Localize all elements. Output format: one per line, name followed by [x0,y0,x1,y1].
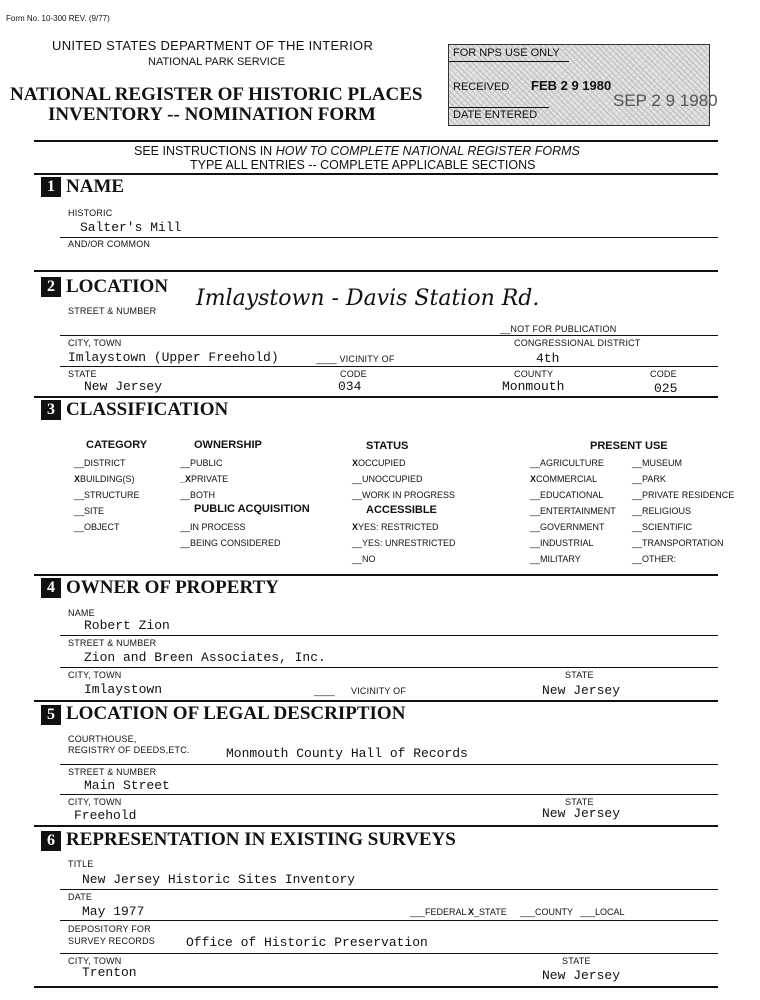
section-number-3: 3 [41,400,61,420]
use-religious-checkbox[interactable]: __RELIGIOUS [632,506,692,516]
owner-name-label: NAME [68,608,95,618]
use-industrial-checkbox[interactable]: __INDUSTRIAL [530,538,594,548]
use-educational-checkbox[interactable]: __EDUCATIONAL [530,490,604,500]
section-number-1: 1 [41,177,61,197]
owner-vicinity-checkbox[interactable]: ____ VICINITY OF [314,686,407,696]
nps-box-label: FOR NPS USE ONLY [453,47,560,59]
legal-state-label: STATE [565,797,594,807]
county-field[interactable]: Monmouth [502,379,565,394]
state-code-field[interactable]: 034 [338,379,362,394]
date-entered-stamp: SEP 2 9 1980 [613,91,718,110]
legal-street-field[interactable]: Main Street [84,778,170,793]
common-name-label: AND/OR COMMON [68,239,151,249]
city-town-label: CITY, TOWN [68,338,122,348]
status-heading: STATUS [366,440,409,452]
state-label: STATE [68,369,97,379]
owner-state-field[interactable]: New Jersey [542,683,621,698]
nps-use-box [448,44,718,126]
category-structure-checkbox[interactable]: __STRUCTURE [74,490,140,500]
level-county-checkbox[interactable]: ___COUNTY [520,907,574,917]
street-number-field[interactable]: Imlaystown - Davis Station Rd. [196,286,540,311]
accessible-unrestricted-checkbox[interactable]: __YES: UNRESTRICTED [352,538,456,548]
present-use-heading: PRESENT USE [590,440,668,452]
section-number-6: 6 [41,831,61,851]
status-occupied-checkbox[interactable]: XOCCUPIED [352,458,406,468]
courthouse-label-line2: REGISTRY OF DEEDS,ETC. [68,745,190,755]
ownership-public-checkbox[interactable]: __PUBLIC [180,458,223,468]
department: UNITED STATES DEPARTMENT OF THE INTERIOR [52,38,374,53]
county-code-label: CODE [650,369,677,379]
form-title-line2: INVENTORY -- NOMINATION FORM [48,104,376,125]
instructions-line1: SEE INSTRUCTIONS IN HOW TO COMPLETE NATIONAL REGISTER FORMS [134,144,580,158]
form-number: Form No. 10-300 REV. (9/77) [6,14,110,23]
section-title-location: LOCATION [66,276,169,297]
survey-title-field[interactable]: New Jersey Historic Sites Inventory [82,872,356,887]
legal-city-field[interactable]: Freehold [74,808,137,823]
legal-street-label: STREET & NUMBER [68,767,157,777]
category-heading: CATEGORY [86,439,148,451]
owner-name-field[interactable]: Robert Zion [84,618,170,633]
received-stamp: FEB 2 9 1980 [531,78,612,93]
historic-name-field[interactable]: Salter's Mill [80,220,182,235]
use-park-checkbox[interactable]: __PARK [632,474,666,484]
congressional-district-field[interactable]: 4th [536,351,560,366]
use-military-checkbox[interactable]: __MILITARY [530,554,581,564]
category-district-checkbox[interactable]: __DISTRICT [74,458,126,468]
county-label: COUNTY [514,369,554,379]
status-unoccupied-checkbox[interactable]: __UNOCCUPIED [352,474,423,484]
use-other-checkbox[interactable]: __OTHER: [632,554,677,564]
accessible-no-checkbox[interactable]: __NO [352,554,376,564]
historic-label: HISTORIC [68,208,113,218]
use-scientific-checkbox[interactable]: __SCIENTIFIC [632,522,693,532]
level-state-checkbox[interactable]: X_STATE [468,907,507,917]
category-building-checkbox[interactable]: XBUILDING(S) [74,474,135,484]
instructions-line2: TYPE ALL ENTRIES -- COMPLETE APPLICABLE SECTIONS [190,158,536,172]
state-field[interactable]: New Jersey [84,379,163,394]
category-object-checkbox[interactable]: __OBJECT [74,522,120,532]
category-site-checkbox[interactable]: __SITE [74,506,105,516]
ownership-both-checkbox[interactable]: __BOTH [180,490,216,500]
use-museum-checkbox[interactable]: __MUSEUM [632,458,683,468]
section-title-legal-description: LOCATION OF LEGAL DESCRIPTION [66,703,406,724]
congressional-district-label: CONGRESSIONAL DISTRICT [514,338,641,348]
survey-city-field[interactable]: Trenton [82,965,137,980]
owner-state-label: STATE [565,670,594,680]
section-number-4: 4 [41,578,61,598]
use-government-checkbox[interactable]: __GOVERNMENT [530,522,605,532]
level-local-checkbox[interactable]: ___LOCAL [580,907,625,917]
date-entered-label: DATE ENTERED [453,109,538,121]
legal-city-label: CITY, TOWN [68,797,122,807]
use-entertainment-checkbox[interactable]: __ENTERTAINMENT [530,506,616,516]
city-town-field[interactable]: Imlaystown (Upper Freehold) [68,350,279,365]
acquisition-considered-checkbox[interactable]: __BEING CONSIDERED [180,538,281,548]
use-commercial-checkbox[interactable]: XCOMMERCIAL [530,474,598,484]
depository-field[interactable]: Office of Historic Preservation [186,935,428,950]
section-title-name: NAME [66,176,125,197]
ownership-heading: OWNERSHIP [194,439,262,451]
section-number-2: 2 [41,277,61,297]
survey-state-field[interactable]: New Jersey [542,968,621,983]
depository-label-line2: SURVEY RECORDS [68,936,155,946]
code-label: CODE [340,369,367,379]
use-agriculture-checkbox[interactable]: __AGRICULTURE [530,458,604,468]
received-label: RECEIVED [453,81,510,93]
survey-date-field[interactable]: May 1977 [82,904,145,919]
vicinity-checkbox[interactable]: ____ VICINITY OF [316,354,395,364]
owner-city-label: CITY, TOWN [68,670,122,680]
county-code-field[interactable]: 025 [654,381,678,396]
use-private-residence-checkbox[interactable]: __PRIVATE RESIDENCE [632,490,735,500]
street-number-label: STREET & NUMBER [68,306,157,316]
ownership-private-checkbox[interactable]: _XPRIVATE [180,474,229,484]
owner-city-field[interactable]: Imlaystown [84,682,163,697]
section-number-5: 5 [41,705,61,725]
common-name-field[interactable] [300,240,550,262]
status-work-in-progress-checkbox[interactable]: __WORK IN PROGRESS [352,490,456,500]
use-transportation-checkbox[interactable]: __TRANSPORTATION [632,538,724,548]
section-title-owner: OWNER OF PROPERTY [66,577,279,598]
courthouse-field[interactable]: Monmouth County Hall of Records [226,746,468,761]
section-title-classification: CLASSIFICATION [66,399,229,420]
owner-street-field[interactable]: Zion and Breen Associates, Inc. [84,650,326,665]
survey-city-label: CITY, TOWN [68,956,122,966]
accessible-restricted-checkbox[interactable]: XYES: RESTRICTED [352,522,439,532]
accessible-heading: ACCESSIBLE [366,504,437,516]
courthouse-label-line1: COURTHOUSE, [68,734,137,744]
form-title-line1: NATIONAL REGISTER OF HISTORIC PLACES [10,84,423,105]
section-title-surveys: REPRESENTATION IN EXISTING SURVEYS [66,829,456,850]
agency: NATIONAL PARK SERVICE [148,56,286,68]
owner-street-label: STREET & NUMBER [68,638,157,648]
not-for-publication-checkbox[interactable]: __NOT FOR PUBLICATION [500,324,617,334]
survey-state-label: STATE [562,956,591,966]
legal-state-field[interactable]: New Jersey [542,806,621,821]
depository-label-line1: DEPOSITORY FOR [68,924,151,934]
acquisition-in-process-checkbox[interactable]: __IN PROCESS [180,522,246,532]
survey-title-label: TITLE [68,859,94,869]
public-acquisition-heading: PUBLIC ACQUISITION [194,503,310,515]
level-federal-checkbox[interactable]: ___FEDERAL [410,907,467,917]
survey-date-label: DATE [68,892,93,902]
